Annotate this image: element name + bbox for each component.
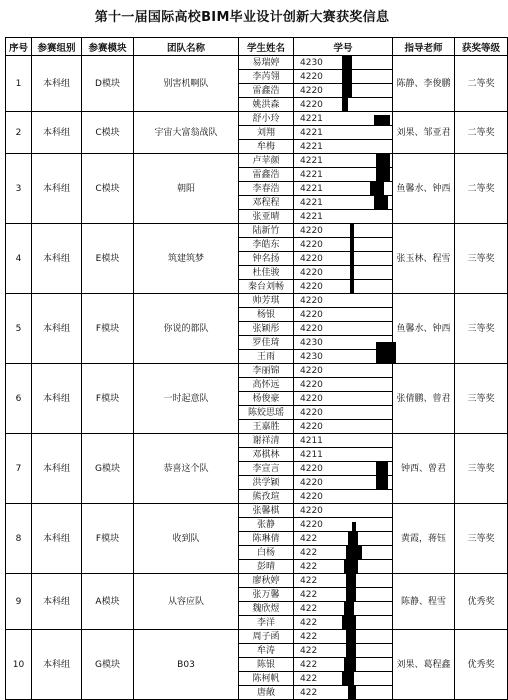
col-group-header: 参赛组别 <box>32 38 82 56</box>
redaction-block <box>346 546 362 559</box>
team-number: 8 <box>6 504 32 574</box>
team-module: D模块 <box>82 56 134 112</box>
student-id <box>294 616 393 630</box>
table-row <box>6 364 508 378</box>
student-id-text: 4221 <box>300 155 323 166</box>
student-id <box>294 126 393 140</box>
team-name: 你说的都队 <box>134 294 239 364</box>
student-id <box>294 574 393 588</box>
student-id-text: 422 <box>300 659 318 670</box>
student-id <box>294 602 393 616</box>
redaction-block <box>346 644 356 657</box>
table-row <box>6 112 508 126</box>
col-id-header: 学号 <box>294 38 393 56</box>
redaction-block <box>342 56 352 69</box>
team-number: 6 <box>6 364 32 434</box>
col-student-header: 学生姓名 <box>239 38 294 56</box>
table-row <box>6 630 508 644</box>
student-id <box>294 84 393 98</box>
student-id <box>294 546 393 560</box>
redaction-block <box>346 588 356 601</box>
student-id <box>294 252 393 266</box>
student-id-text: 4220 <box>300 407 323 418</box>
student-id <box>294 140 393 154</box>
student-id <box>294 210 393 224</box>
team-number: 3 <box>6 154 32 224</box>
col-no-header: 序号 <box>6 38 32 56</box>
team-award: 三等奖 <box>455 364 508 434</box>
student-id-text: 4220 <box>300 505 323 516</box>
team-group: 本科组 <box>32 112 82 154</box>
redaction-block <box>376 462 388 475</box>
student-name: 王雨 <box>239 350 294 364</box>
redaction-block <box>350 280 354 293</box>
student-id <box>294 420 393 434</box>
student-id <box>294 308 393 322</box>
redaction-block <box>348 686 356 699</box>
student-id <box>294 504 393 518</box>
student-id <box>294 686 393 700</box>
team-name: 恭喜这个队 <box>134 434 239 504</box>
student-id <box>294 658 393 672</box>
header-row <box>6 38 508 56</box>
team-name: 宇宙大富翁战队 <box>134 112 239 154</box>
student-id-text: 4220 <box>300 225 323 236</box>
student-name: 张馨棋 <box>239 504 294 518</box>
team-teacher: 鱼馨水、钟西 <box>393 154 455 224</box>
student-id <box>294 154 393 168</box>
team-award: 二等奖 <box>455 56 508 112</box>
student-id-text: 4220 <box>300 393 323 404</box>
col-team-header: 团队名称 <box>134 38 239 56</box>
student-name: 舒小玲 <box>239 112 294 126</box>
table-row <box>6 56 508 70</box>
student-id-text: 4211 <box>300 449 323 460</box>
table-row <box>6 434 508 448</box>
student-name: 彭晴 <box>239 560 294 574</box>
student-id-text: 4221 <box>300 183 323 194</box>
student-name: 陈银 <box>239 658 294 672</box>
student-id-text: 4220 <box>300 281 323 292</box>
student-id <box>294 630 393 644</box>
student-id <box>294 448 393 462</box>
student-id <box>294 238 393 252</box>
student-id-text: 4220 <box>300 99 323 110</box>
team-module: F模块 <box>82 504 134 574</box>
student-name: 李丽锦 <box>239 364 294 378</box>
team-award: 三等奖 <box>455 504 508 574</box>
student-id-text: 422 <box>300 617 318 628</box>
team-group: 本科组 <box>32 224 82 294</box>
student-name: 张万馨 <box>239 588 294 602</box>
team-teacher: 张玉林、程雪 <box>393 224 455 294</box>
student-id-text: 4220 <box>300 71 323 82</box>
student-name: 雷鑫浩 <box>239 168 294 182</box>
team-teacher: 刘果、葛程鑫 <box>393 630 455 700</box>
student-name: 杜佳骏 <box>239 266 294 280</box>
student-name: 王嘉胜 <box>239 420 294 434</box>
student-name: 帅芳琪 <box>239 294 294 308</box>
student-id-text: 4220 <box>300 365 323 376</box>
student-name: 杨俊豪 <box>239 392 294 406</box>
student-id-text: 422 <box>300 645 318 656</box>
student-id-text: 422 <box>300 533 318 544</box>
table-row <box>6 294 508 308</box>
team-number: 9 <box>6 574 32 630</box>
team-group: 本科组 <box>32 504 82 574</box>
team-module: G模块 <box>82 434 134 504</box>
student-id-text: 422 <box>300 687 318 698</box>
student-id <box>294 532 393 546</box>
student-id <box>294 518 393 532</box>
student-name: 易瑞婷 <box>239 56 294 70</box>
student-id <box>294 672 393 686</box>
student-name: 李宣言 <box>239 462 294 476</box>
team-award: 优秀奖 <box>455 574 508 630</box>
table-row <box>6 504 508 518</box>
student-id <box>294 294 393 308</box>
redaction-block <box>342 616 356 629</box>
team-module: F模块 <box>82 364 134 434</box>
student-id <box>294 644 393 658</box>
redaction-block <box>346 574 356 587</box>
student-name: 谢祥清 <box>239 434 294 448</box>
team-name: B03 <box>134 630 239 700</box>
team-group: 本科组 <box>32 364 82 434</box>
student-name: 钟名扬 <box>239 252 294 266</box>
redaction-block <box>350 252 354 265</box>
student-id <box>294 378 393 392</box>
team-module: F模块 <box>82 294 134 364</box>
student-id-text: 4230 <box>300 351 323 362</box>
student-id <box>294 98 393 112</box>
student-name: 姚洪森 <box>239 98 294 112</box>
student-id <box>294 490 393 504</box>
redaction-block <box>376 476 388 489</box>
student-name: 邓程程 <box>239 196 294 210</box>
student-name: 周子函 <box>239 630 294 644</box>
team-number: 10 <box>6 630 32 700</box>
student-id-text: 4221 <box>300 127 323 138</box>
student-id-text: 4221 <box>300 211 323 222</box>
student-id-text: 422 <box>300 575 318 586</box>
table-row <box>6 154 508 168</box>
redaction-block <box>350 224 354 237</box>
student-id-text: 4220 <box>300 295 323 306</box>
student-id-text: 4220 <box>300 267 323 278</box>
redaction-block <box>342 70 352 83</box>
team-module: G模块 <box>82 630 134 700</box>
team-award: 三等奖 <box>455 294 508 364</box>
student-name: 卢苹颜 <box>239 154 294 168</box>
team-name: 筑建筑梦 <box>134 224 239 294</box>
student-id <box>294 350 393 364</box>
student-name: 雷鑫浩 <box>239 84 294 98</box>
student-id <box>294 70 393 84</box>
team-award: 三等奖 <box>455 224 508 294</box>
student-id <box>294 392 393 406</box>
student-id-text: 4211 <box>300 435 323 446</box>
page-title: 第十一届国际高校BIM毕业设计创新大赛获奖信息 <box>94 10 390 25</box>
student-id-text: 422 <box>300 547 318 558</box>
team-award: 优秀奖 <box>455 630 508 700</box>
redaction-block <box>342 98 348 111</box>
redaction-block <box>344 658 356 671</box>
team-number: 5 <box>6 294 32 364</box>
team-group: 本科组 <box>32 294 82 364</box>
student-id <box>294 434 393 448</box>
student-id <box>294 224 393 238</box>
student-name: 李皓东 <box>239 238 294 252</box>
student-name: 秦台刘畅 <box>239 280 294 294</box>
team-group: 本科组 <box>32 630 82 700</box>
student-name: 廖秋婷 <box>239 574 294 588</box>
redaction-block <box>342 672 354 685</box>
student-name: 洪学颖 <box>239 476 294 490</box>
student-id-text: 4220 <box>300 463 323 474</box>
redaction-block <box>352 522 356 531</box>
redaction-block <box>376 168 390 181</box>
team-teacher: 刘果、邹亚君 <box>393 112 455 154</box>
student-id-text: 4220 <box>300 239 323 250</box>
student-name: 牟涛 <box>239 644 294 658</box>
student-name: 陆新竹 <box>239 224 294 238</box>
student-name: 熊孜瑄 <box>239 490 294 504</box>
awards-table <box>5 37 508 700</box>
redaction-block <box>342 84 352 97</box>
student-id <box>294 280 393 294</box>
student-id-text: 4220 <box>300 379 323 390</box>
student-name: 陈柯帆 <box>239 672 294 686</box>
student-name: 李芮翎 <box>239 70 294 84</box>
team-module: E模块 <box>82 224 134 294</box>
team-teacher: 鱼馨水、钟西 <box>393 294 455 364</box>
student-id <box>294 364 393 378</box>
student-id-text: 4220 <box>300 253 323 264</box>
team-teacher: 陈静、程雪 <box>393 574 455 630</box>
team-teacher: 钟西、曾君 <box>393 434 455 504</box>
team-group: 本科组 <box>32 154 82 224</box>
student-name: 张亚晴 <box>239 210 294 224</box>
student-id-text: 4221 <box>300 169 323 180</box>
redaction-block <box>374 115 390 125</box>
student-id <box>294 336 393 350</box>
student-id <box>294 588 393 602</box>
team-teacher: 张倩鹏、曾君 <box>393 364 455 434</box>
student-id <box>294 406 393 420</box>
student-name: 张静 <box>239 518 294 532</box>
student-id <box>294 462 393 476</box>
team-award: 三等奖 <box>455 434 508 504</box>
student-name: 李春浩 <box>239 182 294 196</box>
student-name: 邓棋林 <box>239 448 294 462</box>
student-id <box>294 196 393 210</box>
student-name: 白杨 <box>239 546 294 560</box>
student-id <box>294 560 393 574</box>
team-award: 二等奖 <box>455 112 508 154</box>
team-number: 1 <box>6 56 32 112</box>
table-row <box>6 224 508 238</box>
student-id-text: 4230 <box>300 337 323 348</box>
team-name: 别害机啊队 <box>134 56 239 112</box>
student-id-text: 4220 <box>300 309 323 320</box>
student-name: 高怀远 <box>239 378 294 392</box>
team-name: 一时起意队 <box>134 364 239 434</box>
team-name: 从容应队 <box>134 574 239 630</box>
student-name: 魏欣煜 <box>239 602 294 616</box>
student-id-text: 4220 <box>300 421 323 432</box>
team-group: 本科组 <box>32 56 82 112</box>
table-row <box>6 574 508 588</box>
student-id-text: 4220 <box>300 477 323 488</box>
student-name: 牟梅 <box>239 140 294 154</box>
col-teacher-header: 指导老师 <box>393 38 455 56</box>
student-id-text: 4220 <box>300 323 323 334</box>
student-id <box>294 322 393 336</box>
team-teacher: 陈静、李俊鹏 <box>393 56 455 112</box>
team-module: A模块 <box>82 574 134 630</box>
student-name: 唐敞 <box>239 686 294 700</box>
student-name: 李洋 <box>239 616 294 630</box>
student-id <box>294 168 393 182</box>
student-id <box>294 266 393 280</box>
team-number: 7 <box>6 434 32 504</box>
student-name: 刘翔 <box>239 126 294 140</box>
team-group: 本科组 <box>32 574 82 630</box>
student-name: 罗佳琦 <box>239 336 294 350</box>
student-id-text: 422 <box>300 561 318 572</box>
redaction-block <box>346 630 356 643</box>
student-id-text: 4221 <box>300 141 323 152</box>
redaction-block <box>348 532 358 545</box>
student-name: 陈姣思瑶 <box>239 406 294 420</box>
redaction-block <box>376 350 396 363</box>
student-id-text: 422 <box>300 673 318 684</box>
student-id <box>294 112 393 126</box>
student-id-text: 4220 <box>300 491 323 502</box>
student-id <box>294 56 393 70</box>
student-id-text: 4221 <box>300 197 323 208</box>
student-id <box>294 476 393 490</box>
redaction-block <box>374 196 388 209</box>
student-id-text: 422 <box>300 631 318 642</box>
redaction-block <box>350 266 354 279</box>
redaction-block <box>344 602 354 615</box>
team-name: 收到队 <box>134 504 239 574</box>
student-name: 杨银 <box>239 308 294 322</box>
redaction-block <box>350 238 354 251</box>
student-id-text: 4230 <box>300 57 323 68</box>
student-name: 陈琳倩 <box>239 532 294 546</box>
team-award: 二等奖 <box>455 154 508 224</box>
redaction-block <box>344 560 358 573</box>
redaction-block <box>376 154 390 167</box>
student-name: 张颖彤 <box>239 322 294 336</box>
team-teacher: 黄霞，蒋钰 <box>393 504 455 574</box>
student-id <box>294 182 393 196</box>
student-id-text: 422 <box>300 589 318 600</box>
student-id-text: 4221 <box>300 113 323 124</box>
team-number: 4 <box>6 224 32 294</box>
redaction-block <box>370 182 384 195</box>
col-award-header: 获奖等级 <box>455 38 508 56</box>
col-module-header: 参赛模块 <box>82 38 134 56</box>
team-number: 2 <box>6 112 32 154</box>
team-module: C模块 <box>82 154 134 224</box>
student-id-text: 4220 <box>300 519 323 530</box>
team-group: 本科组 <box>32 434 82 504</box>
team-name: 朝阳 <box>134 154 239 224</box>
team-module: C模块 <box>82 112 134 154</box>
student-id-text: 422 <box>300 603 318 614</box>
student-id-text: 4220 <box>300 85 323 96</box>
